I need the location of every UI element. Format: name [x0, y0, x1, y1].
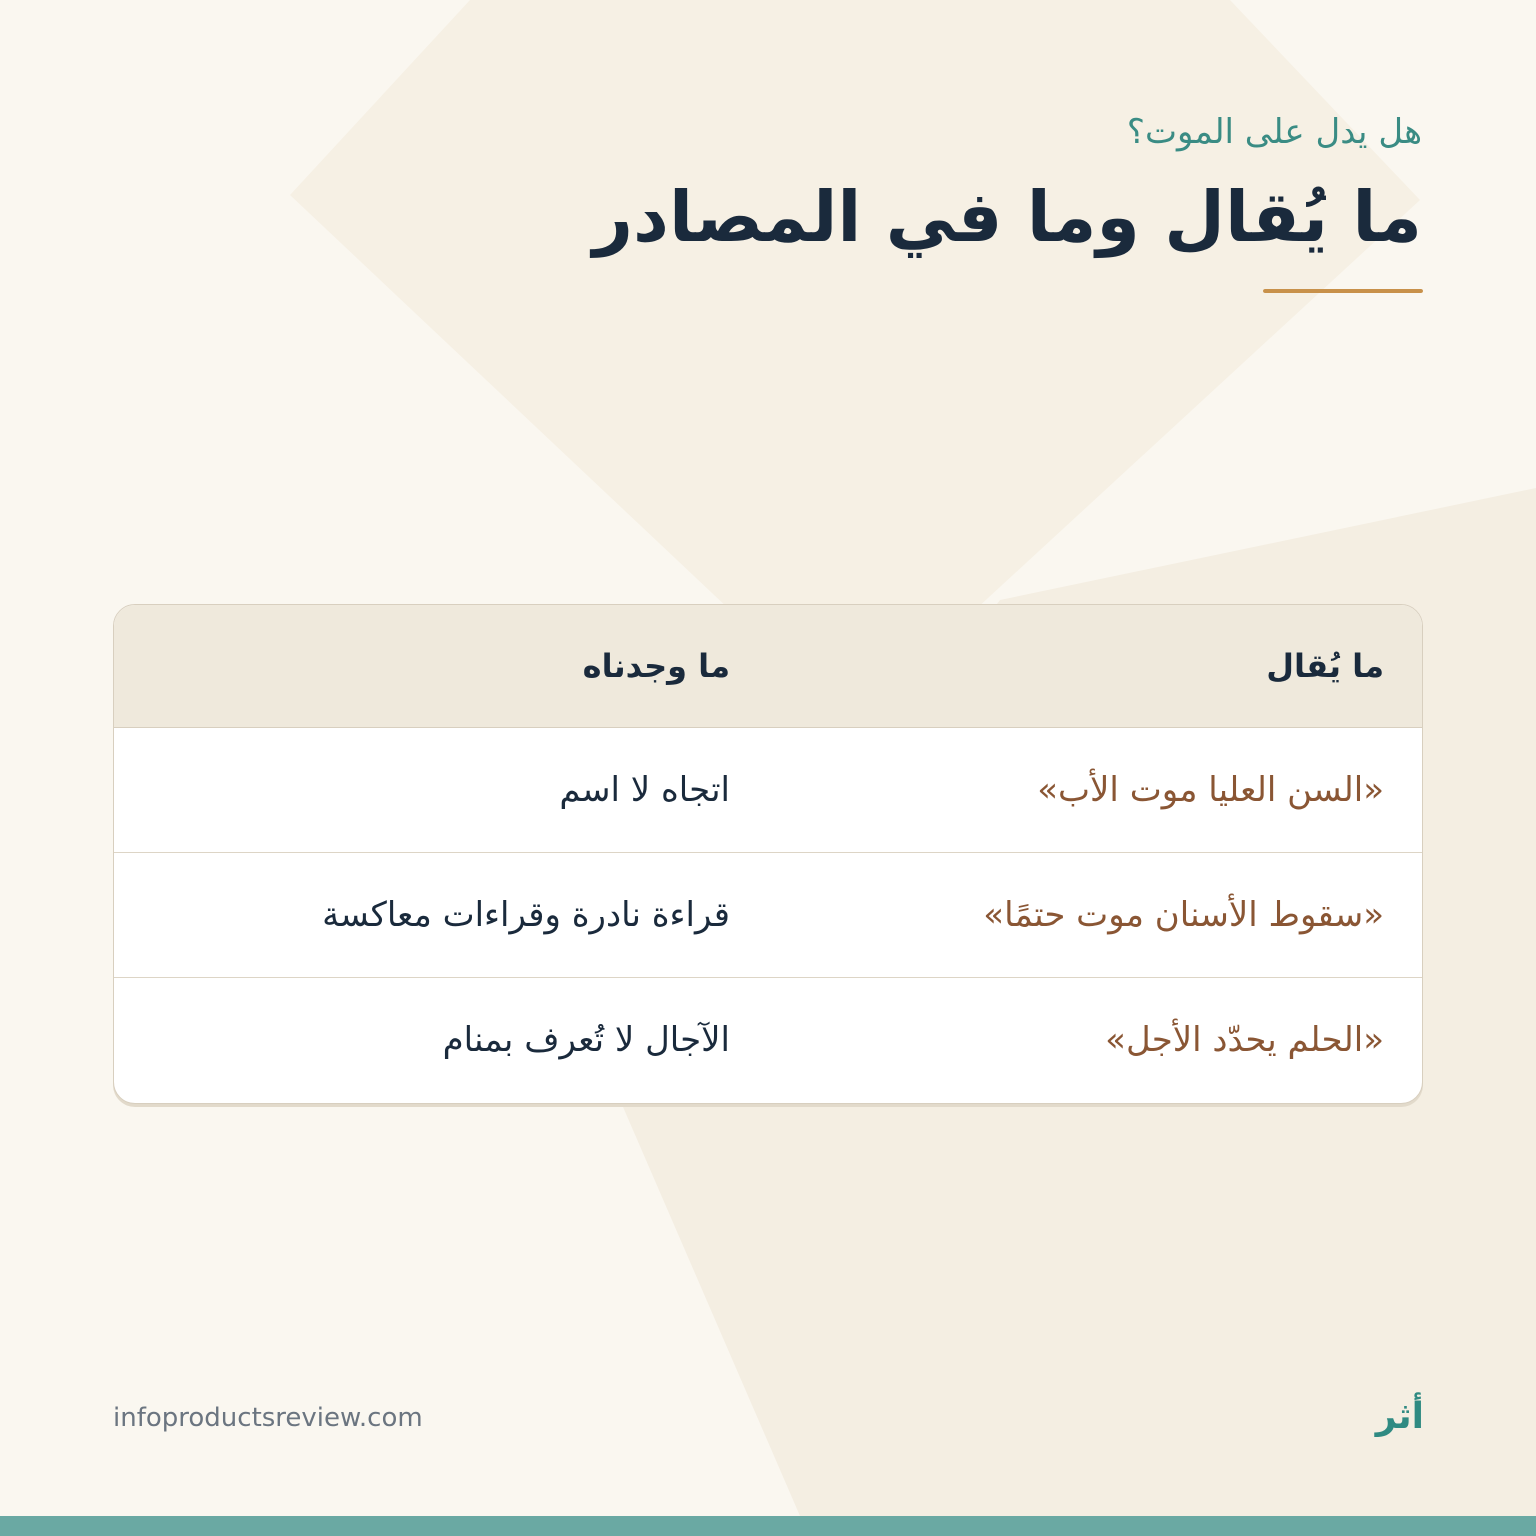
site-url: infoproductsreview.com	[113, 1403, 423, 1433]
column-header-said: ما يُقال	[1266, 647, 1384, 685]
eyebrow-question: هل يدل على الموت؟	[1126, 112, 1422, 152]
bottom-accent-bar	[0, 1516, 1536, 1536]
said-cell: «السن العليا موت الأب»	[1037, 770, 1384, 810]
table-row	[114, 853, 1422, 978]
brand-logo: أثر	[1375, 1396, 1424, 1437]
found-cell: اتجاه لا اسم	[559, 770, 730, 810]
found-cell: قراءة نادرة وقراءات معاكسة	[322, 895, 730, 935]
column-header-found: ما وجدناه	[582, 647, 730, 685]
table-header	[114, 605, 1422, 728]
table-row	[114, 728, 1422, 853]
page-title: ما يُقال وما في المصادر	[592, 176, 1422, 258]
title-underline	[1263, 289, 1423, 293]
table-row	[114, 978, 1422, 1102]
comparison-table	[113, 604, 1423, 1104]
said-cell: «الحلم يحدّد الأجل»	[1105, 1020, 1384, 1060]
found-cell: الآجال لا تُعرف بمنام	[442, 1020, 730, 1060]
said-cell: «سقوط الأسنان موت حتمًا»	[983, 895, 1384, 935]
